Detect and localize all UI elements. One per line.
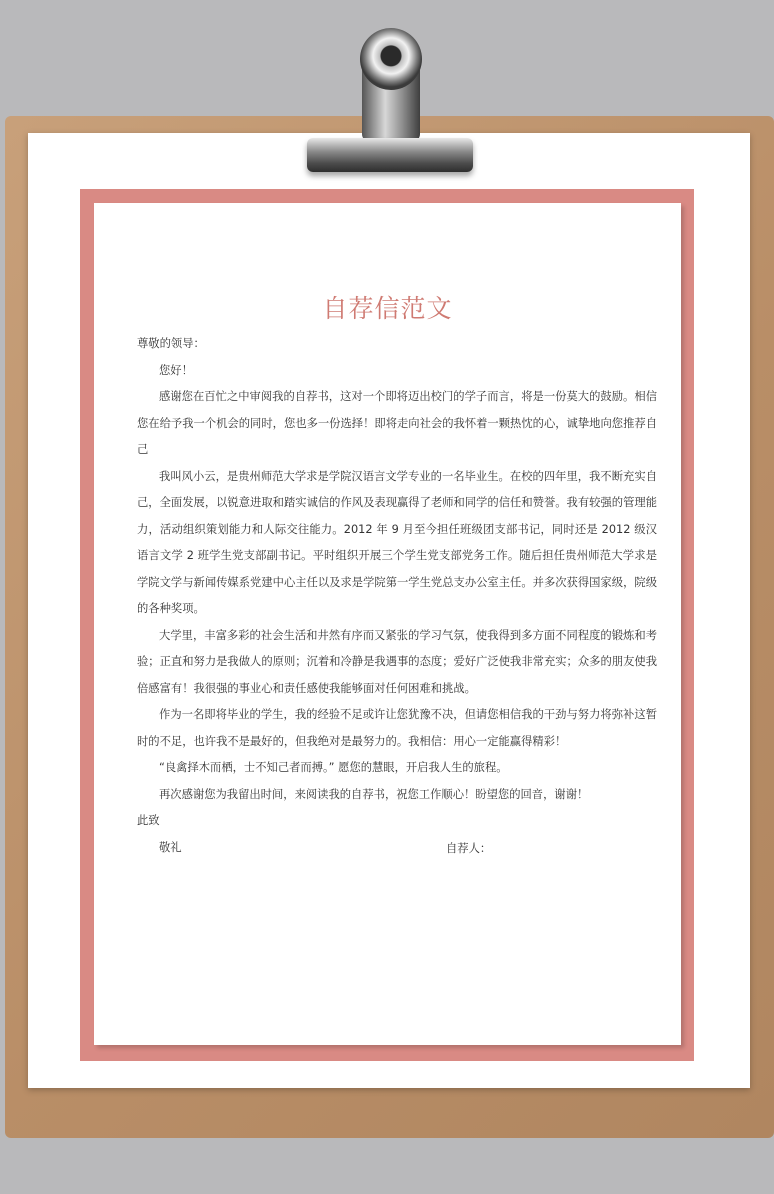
paragraph-5: “良禽择木而栖，士不知己者而搏。” 愿您的慧眼，开启我人生的旅程。 xyxy=(159,761,508,774)
paragraph-3: 大学里，丰富多彩的社会生活和井然有序而又紧张的学习气氛，使我得到多方面不同程度的锻炼和考验；正直和努力是我做人的原则；沉着和冷静是我遇事的态度；爱好广泛使我非常充实；众多的朋友使我倍感富有！我很强的事业心和责任感使我能够面对任何困难和挑战。 xyxy=(137,628,657,695)
greeting: 您好！ xyxy=(159,363,193,377)
letter-body xyxy=(137,331,657,861)
page-title: 自荐信范文 xyxy=(322,294,453,323)
letter-content xyxy=(94,203,681,1045)
closing: 此致 xyxy=(137,814,160,827)
paragraph-6: 再次感谢您为我留出时间，来阅读我的自荐书，祝您工作顺心！盼望您的回音，谢谢！ xyxy=(159,787,589,801)
paragraph-1: 感谢您在百忙之中审阅我的自荐书，这对一个即将迈出校门的学子而言，将是一份莫大的鼓励。相信您在给予我一个机会的同时，您也多一份选择！即将走向社会的我怀着一颗热忱的心，诚挚地向您推荐自己 xyxy=(137,390,657,456)
paragraph-2: 我叫风小云，是贵州师范大学求是学院汉语言文学专业的一名毕业生。在校的四年里，我不断充实自己，全面发展，以锐意进取和踏实诚信的作风及表现赢得了老师和同学的信任和赞誉。我有较强的管理能力，活动组织策划能力和人际交往能力。2012 年 9 月至今担任班级团支部书记，同时还是 2012 级汉语言文学 2 班学生党支部副书记。平时组织开展三个学生党支部党务工作。随后担任贵州师范大学求是学院文学与新闻传媒系党建中心主任以及求是学院第一学生党总支办公室主任。并多次获得国家级，院级的各种奖项。 xyxy=(137,469,657,615)
binder-clip-icon xyxy=(307,138,473,172)
paragraph-4: 作为一名即将毕业的学生，我的经验不足或许让您犹豫不决，但请您相信我的干劲与努力将弥补这暂时的不足，也许我不是最好的，但我绝对是最努力的。我相信：用心一定能赢得精彩！ xyxy=(137,708,657,748)
binder-clip-ring-icon xyxy=(360,28,422,90)
salute: 敬礼 xyxy=(159,840,182,854)
salutation: 尊敬的领导： xyxy=(137,337,205,350)
signer-label: 自荐人： xyxy=(446,842,492,855)
